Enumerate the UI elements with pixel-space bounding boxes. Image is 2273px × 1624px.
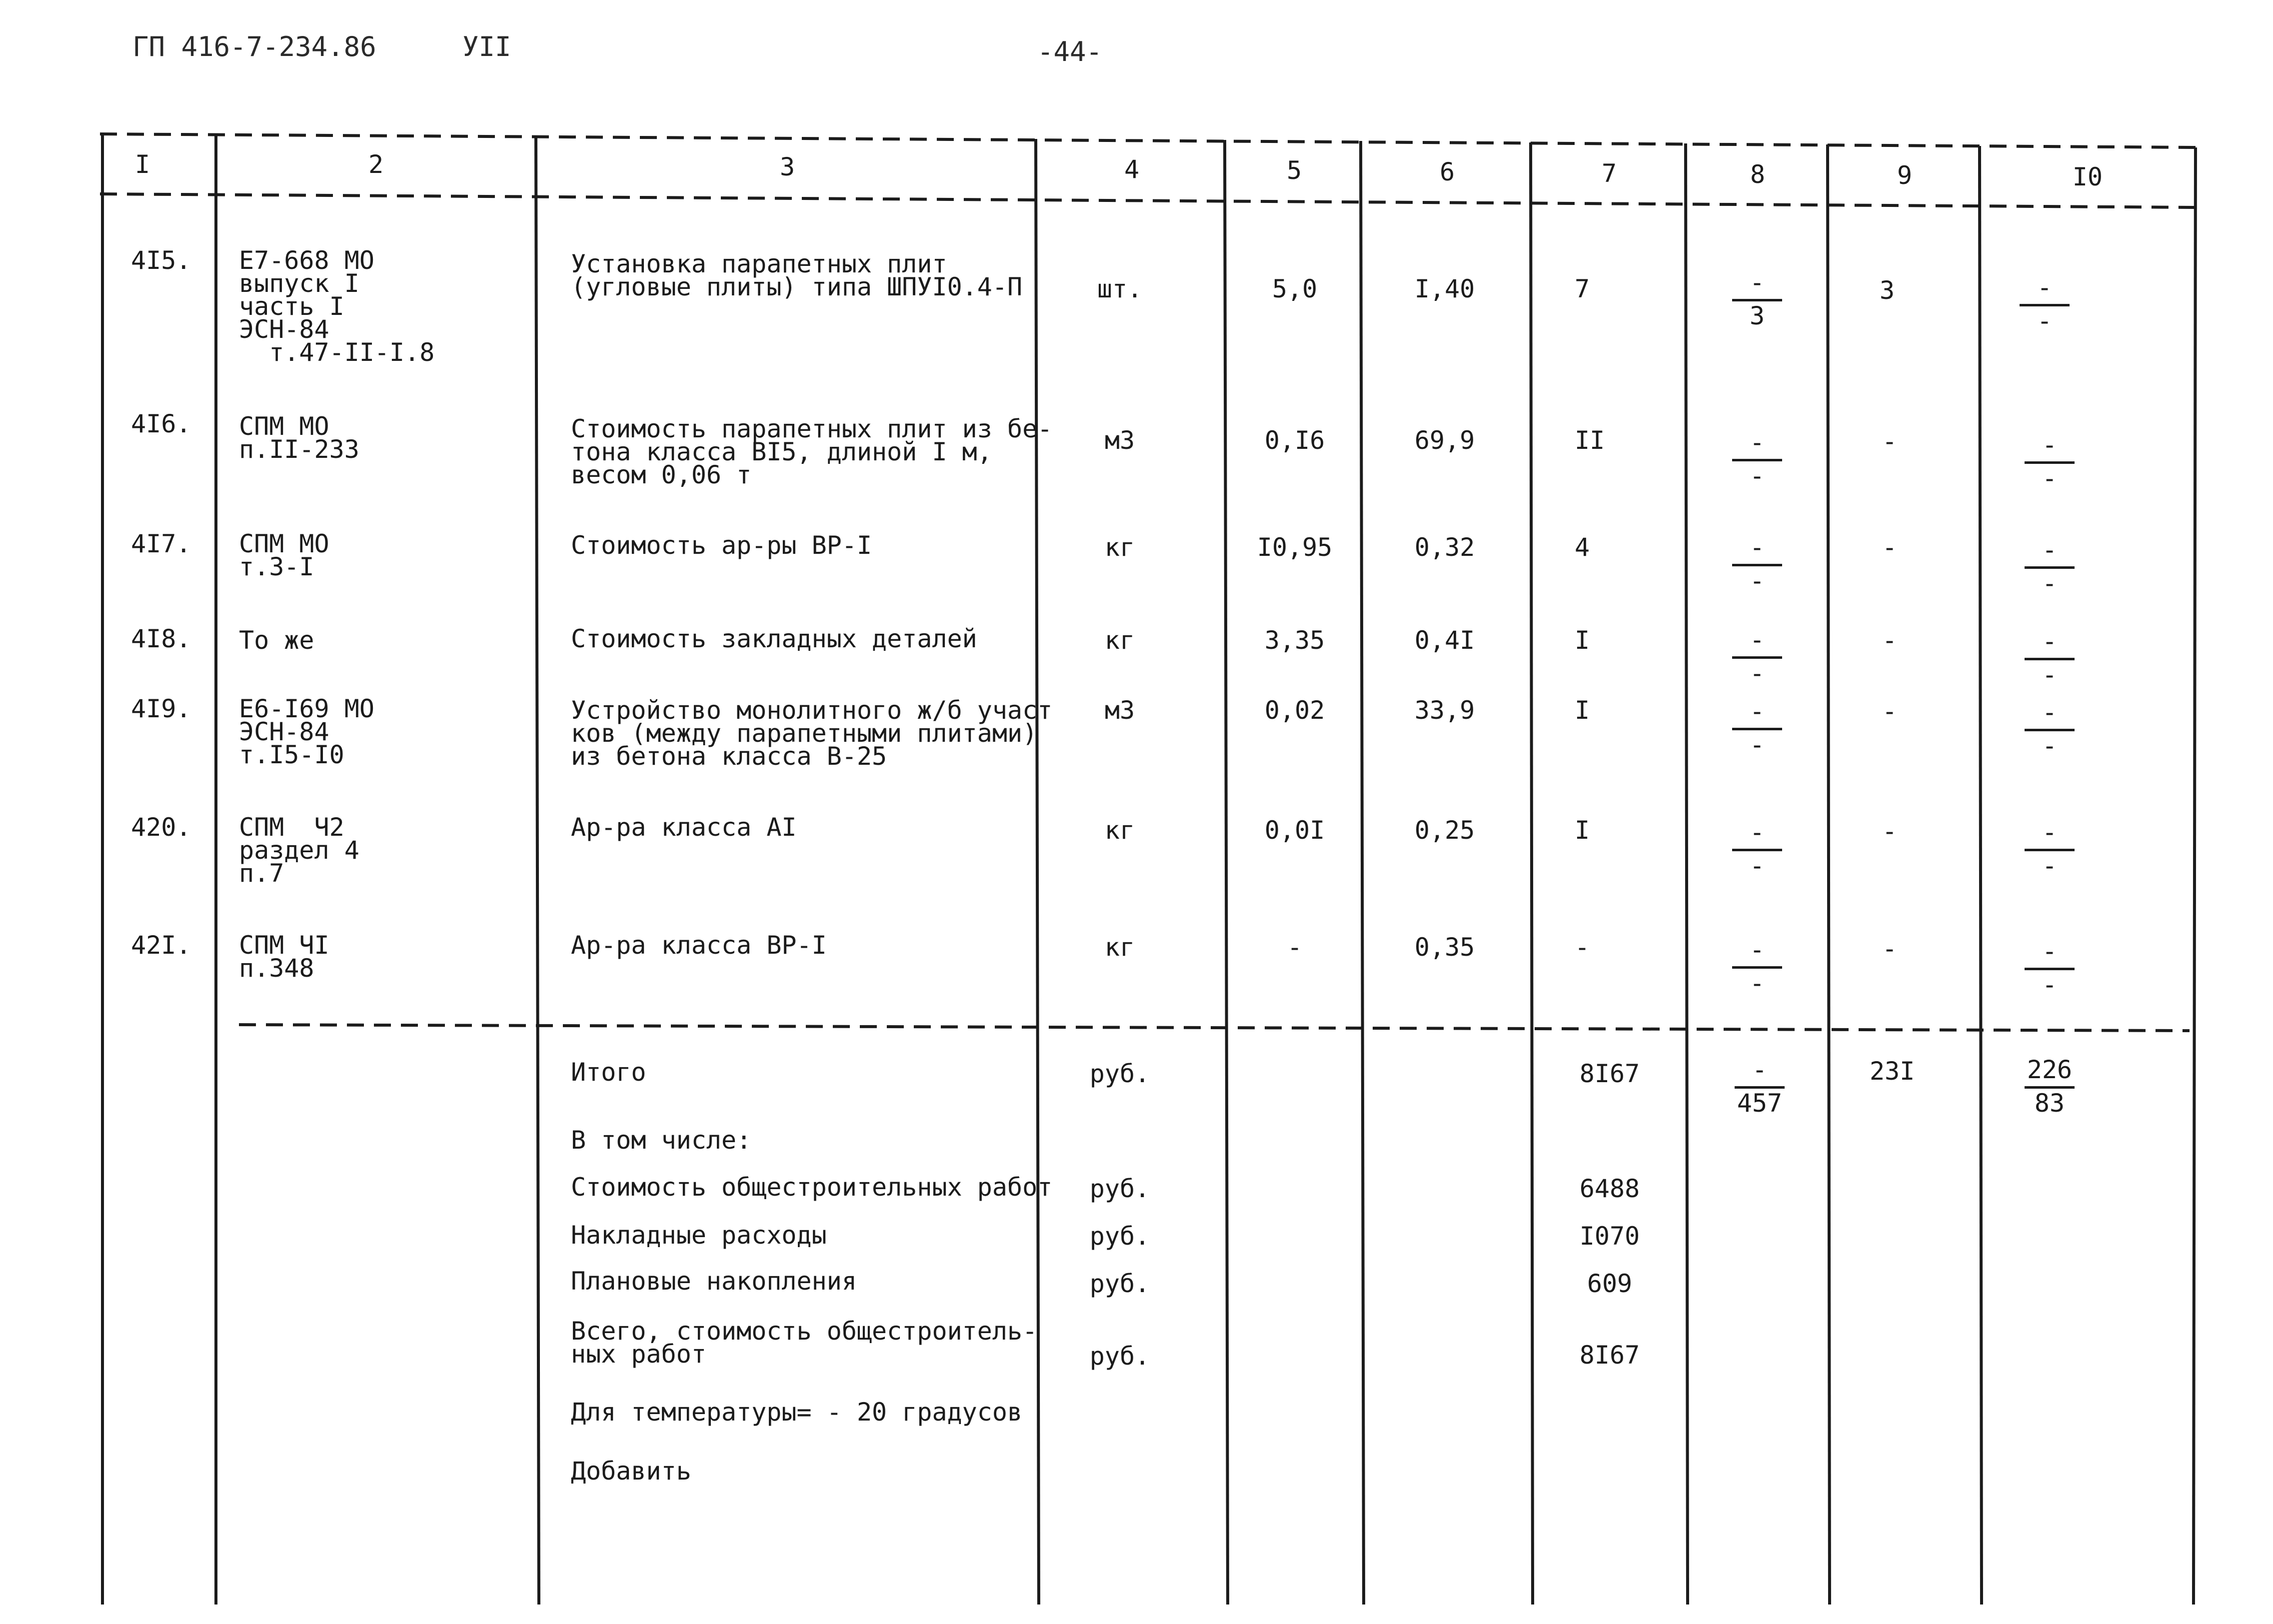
- basis-line: СПМ Ч2: [239, 813, 344, 842]
- fraction-numerator: -: [2042, 818, 2058, 847]
- itogo-unit: руб.: [1089, 1059, 1150, 1088]
- summary-item-unit: руб.: [1089, 1269, 1150, 1298]
- column-header: 2: [368, 150, 384, 179]
- fraction-numerator: -: [1749, 697, 1765, 726]
- total-cell: II: [1575, 426, 1605, 455]
- summary-item-value: 6488: [1579, 1174, 1640, 1203]
- work-name-line: ков (между парапетными плитами): [571, 719, 1038, 748]
- total-cell: 7: [1575, 274, 1590, 303]
- work-name-line: из бетона класса B-25: [571, 742, 887, 771]
- summary-item-unit: руб.: [1089, 1342, 1150, 1371]
- fraction-numerator: -: [1749, 625, 1765, 654]
- col8-fraction: [1727, 430, 1787, 488]
- work-name-line: Ар-ра класса BP-I: [571, 931, 827, 960]
- basis-line: т.3-I: [239, 552, 314, 581]
- column-header: 9: [1897, 161, 1913, 190]
- work-name-line: (угловые плиты) типа ШПУI0.4-П: [571, 272, 1023, 301]
- fraction-numerator: -: [2042, 430, 2058, 459]
- basis-line: п.7: [239, 859, 284, 888]
- quantity-cell: I0,95: [1257, 533, 1333, 562]
- col9-cell: -: [1882, 817, 1898, 846]
- unit-price-cell: 0,35: [1414, 933, 1475, 962]
- col8-fraction: [1727, 820, 1787, 878]
- col10-fraction: [2020, 939, 2080, 997]
- fraction-numerator: -: [2037, 273, 2053, 302]
- quantity-cell: -: [1287, 933, 1303, 962]
- col10-fraction: [2015, 275, 2075, 333]
- col10-fraction: [2020, 820, 2080, 878]
- document-code: ГП 416-7-234.86: [132, 31, 376, 62]
- basis-line: То же: [239, 626, 314, 655]
- unit-price-cell: 69,9: [1414, 426, 1475, 455]
- fraction-denominator: -: [1749, 566, 1765, 595]
- unit-price-cell: 33,9: [1414, 696, 1475, 725]
- fraction-numerator: -: [2042, 698, 2058, 727]
- row-number: 4I9.: [131, 694, 191, 723]
- fraction-denominator: 457: [1737, 1089, 1783, 1118]
- total-cell: I: [1575, 816, 1590, 845]
- fraction-denominator: 3: [1749, 301, 1765, 330]
- fraction-numerator: -: [1749, 533, 1765, 562]
- work-name-line: Стоимость ар-ры BP-I: [571, 531, 872, 560]
- column-header: I: [134, 150, 150, 179]
- col8-fraction: [1727, 937, 1787, 996]
- unit-price-cell: 0,4I: [1414, 626, 1475, 655]
- column-header: 8: [1750, 160, 1766, 189]
- col9-cell: 3: [1880, 276, 1895, 305]
- unit-cell: шт.: [1097, 274, 1143, 303]
- basis-line: раздел 4: [239, 836, 359, 865]
- basis-line: СПМ МО: [239, 529, 329, 558]
- including-label: В том числе:: [571, 1126, 752, 1155]
- summary-item-label: ных работ: [571, 1340, 706, 1369]
- unit-price-cell: 0,32: [1414, 533, 1475, 562]
- col9-cell: -: [1882, 697, 1898, 726]
- itogo-col8-fraction: [1730, 1057, 1790, 1116]
- fraction-numerator: 226: [2027, 1055, 2073, 1084]
- fraction-denominator: -: [1749, 730, 1765, 759]
- col9-cell: -: [1882, 533, 1898, 562]
- col10-fraction: [2020, 432, 2080, 491]
- basis-line: ЭСН-84: [239, 717, 329, 746]
- unit-cell: кг: [1104, 626, 1135, 655]
- fraction-numerator: -: [1749, 935, 1765, 964]
- row-number: 4I7.: [131, 529, 191, 558]
- fraction-denominator: -: [2042, 464, 2058, 493]
- basis-line: часть I: [239, 292, 344, 321]
- quantity-cell: 5,0: [1272, 274, 1318, 303]
- summary-item-value: I070: [1579, 1222, 1640, 1251]
- fraction-denominator: -: [2042, 970, 2058, 999]
- row-number: 4I5.: [131, 246, 191, 275]
- total-cell: I: [1575, 626, 1590, 655]
- unit-cell: кг: [1104, 533, 1135, 562]
- quantity-cell: 3,35: [1264, 626, 1325, 655]
- fraction-denominator: -: [1749, 969, 1765, 998]
- work-name-line: тона класса BI5, длиной I м,: [571, 437, 992, 466]
- unit-cell: кг: [1104, 816, 1135, 845]
- work-name-line: Стоимость парапетных плит из бе-: [571, 414, 1053, 443]
- row-number: 42I.: [131, 931, 191, 960]
- col10-fraction: [2020, 700, 2080, 758]
- row-number: 420.: [131, 813, 191, 842]
- row-number: 4I8.: [131, 624, 191, 653]
- summary-item-label: Накладные расходы: [571, 1221, 827, 1250]
- fraction-numerator: -: [1749, 818, 1765, 847]
- column-header: 7: [1601, 159, 1617, 188]
- work-name-line: Устройство монолитного ж/б участ: [571, 696, 1053, 725]
- work-name-line: Ар-ра класса AI: [571, 813, 797, 842]
- col8-fraction: [1727, 270, 1787, 328]
- basis-line: ЭСН-84: [239, 315, 329, 344]
- work-name-line: Стоимость закладных деталей: [571, 624, 977, 653]
- total-cell: 4: [1575, 533, 1590, 562]
- col10-fraction: [2020, 629, 2080, 687]
- itogo-total: 8I67: [1579, 1059, 1640, 1088]
- page-number: -44-: [1037, 36, 1103, 67]
- basis-line: E6-I69 MO: [239, 694, 374, 723]
- fraction-numerator: -: [1752, 1055, 1768, 1084]
- fraction-denominator: -: [1749, 851, 1765, 880]
- column-header: 4: [1124, 155, 1140, 184]
- fraction-denominator: -: [2042, 569, 2058, 598]
- row-number: 4I6.: [131, 409, 191, 438]
- col10-fraction: [2020, 537, 2080, 596]
- quantity-cell: 0,02: [1264, 696, 1325, 725]
- unit-cell: м3: [1104, 696, 1135, 725]
- add-label: Добавить: [571, 1457, 691, 1486]
- basis-line: СПМ ЧI: [239, 931, 329, 960]
- fraction-denominator: -: [2042, 731, 2058, 760]
- quantity-cell: 0,0I: [1264, 816, 1325, 845]
- summary-item-label: Всего, стоимость общестроитель-: [571, 1317, 1038, 1346]
- temperature-note: Для температуры= - 20 градусов: [571, 1398, 1023, 1427]
- total-cell: I: [1575, 696, 1590, 725]
- fraction-denominator: -: [1749, 659, 1765, 688]
- fraction-denominator: -: [1749, 461, 1765, 490]
- column-header: 5: [1286, 156, 1302, 185]
- fraction-numerator: -: [1749, 428, 1765, 457]
- fraction-denominator: -: [2042, 660, 2058, 689]
- total-cell: -: [1575, 933, 1590, 962]
- basis-line: СПМ МО: [239, 412, 329, 441]
- column-header: 6: [1439, 157, 1455, 186]
- column-header: I0: [2072, 162, 2103, 191]
- col8-fraction: [1727, 535, 1787, 593]
- basis-line: т.47-II-I.8: [239, 338, 435, 367]
- summary-item-unit: руб.: [1089, 1222, 1150, 1251]
- unit-price-cell: 0,25: [1414, 816, 1475, 845]
- col9-cell: -: [1882, 626, 1898, 655]
- fraction-denominator: -: [2037, 306, 2053, 335]
- column-header: 3: [779, 152, 795, 181]
- basis-line: п.348: [239, 954, 314, 983]
- summary-item-label: Плановые накопления: [571, 1267, 857, 1296]
- summary-item-value: 8I67: [1579, 1341, 1640, 1370]
- fraction-numerator: -: [2042, 535, 2058, 564]
- fraction-denominator: -: [2042, 851, 2058, 880]
- basis-line: п.II-233: [239, 435, 359, 464]
- summary-item-unit: руб.: [1089, 1174, 1150, 1203]
- basis-line: т.I5-I0: [239, 740, 344, 769]
- work-name-line: Установка парапетных плит: [571, 249, 947, 278]
- col9-cell: -: [1882, 427, 1898, 456]
- unit-price-cell: I,40: [1414, 274, 1475, 303]
- fraction-numerator: -: [1749, 268, 1765, 297]
- fraction-denominator: 83: [2034, 1089, 2065, 1118]
- summary-item-label: Стоимость общестроительных работ: [571, 1173, 1053, 1202]
- col8-fraction: [1727, 627, 1787, 686]
- itogo-col10-fraction: [2020, 1057, 2080, 1116]
- basis-line: выпуск I: [239, 269, 359, 298]
- itogo-label: Итого: [571, 1058, 646, 1087]
- itogo-col9: 23I: [1870, 1057, 1915, 1086]
- fraction-numerator: -: [2042, 937, 2058, 966]
- summary-item-value: 609: [1587, 1269, 1633, 1298]
- col8-fraction: [1727, 699, 1787, 757]
- unit-cell: кг: [1104, 933, 1135, 962]
- unit-cell: м3: [1104, 426, 1135, 455]
- basis-line: E7-668 MO: [239, 246, 374, 275]
- work-name-line: весом 0,06 т: [571, 460, 752, 489]
- fraction-numerator: -: [2042, 627, 2058, 656]
- volume-label: УII: [462, 31, 511, 62]
- quantity-cell: 0,I6: [1264, 426, 1325, 455]
- col9-cell: -: [1882, 934, 1898, 963]
